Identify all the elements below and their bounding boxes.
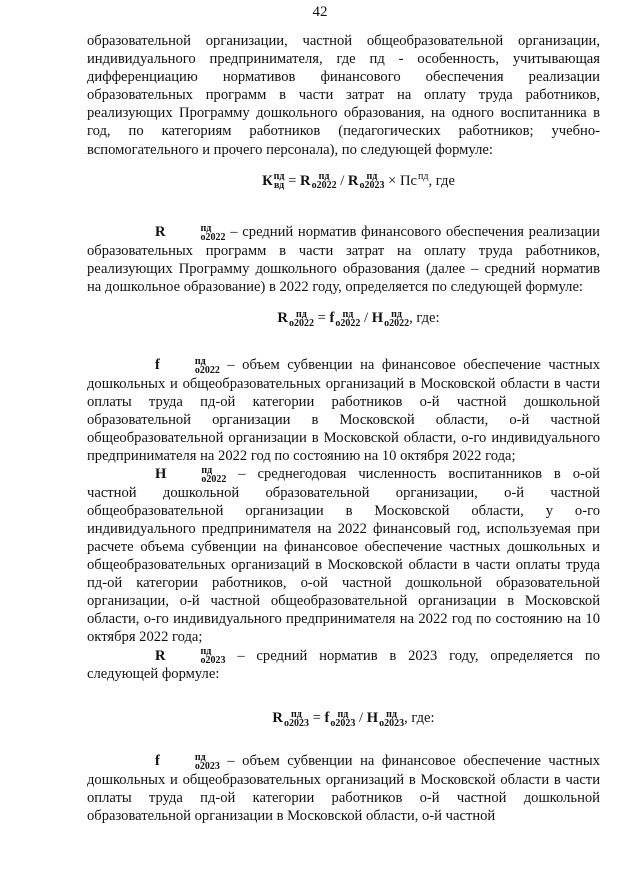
formula-r-2023: R пд о2023 = f пд о2023 / Н пд о2023 , где: <box>272 708 435 729</box>
def4-symbol: R пд о2023 <box>155 646 226 667</box>
formula1-ps-sup: пд <box>418 170 429 182</box>
formula-kvd: К пд вд = R пд о2022 / R пд о2023 × Пс пд , где <box>262 170 455 192</box>
definition-r-2023: R пд о2023 – средний норматив в 2023 году, определяется по следующей формуле: <box>87 646 600 683</box>
formula3-term-b: f пд о2023 <box>324 708 356 729</box>
definition-r-2022: R пд о2022 – средний норматив финансового обеспечения реализации образовательных программ в части затрат на оплату труда работников, реализующих Программу дошкольного образования (далее – средний норматив на дошкольное образование) в 2022 году, определяется по следующей формуле: <box>87 222 600 296</box>
def2-symbol: f пд о2022 <box>155 355 220 376</box>
formula2-term-b: f пд о2022 <box>329 308 361 329</box>
formula-r-2022: R пд о2022 = f пд о2022 / Н пд о2022 , где: <box>277 308 440 329</box>
formula1-term-a: R пд о2022 <box>300 171 337 192</box>
formula2-term-a: R пд о2022 <box>277 308 314 329</box>
definition-f-2023: f пд о2023 – объем субвенции на финансовое обеспечение частных дошкольных и общеобразовательных организаций в Московской области в части оплаты труда пд-ой категории работников о-й частной дошкольной образовательной организации в Московской области, о-й частной <box>87 751 600 824</box>
def1-symbol: R пд о2022 <box>155 222 226 243</box>
formula3-term-a: R пд о2023 <box>272 708 309 729</box>
definition-f-2022: f пд о2022 – объем субвенции на финансовое обеспечение частных дошкольных и общеобразовательных организаций в Московской области в части оплаты труда пд-ой категории работников о-й частной дошкольной образовательной организации в Московской области, о-й частной общеобразовательной организации в Московской области, о-го индивидуального предпринимателя на 2022 год по состоянию на 10 октября 2022 года; <box>87 355 600 464</box>
page-number: 42 <box>312 4 328 20</box>
formula1-lhs: К пд вд <box>262 171 285 192</box>
def3-symbol: Н пд о2022 <box>155 464 227 485</box>
intro-paragraph: образовательной организации, частной общеобразовательной организации, индивидуального предпринимателя, где пд - особенность, учитывающая дифференциацию нормативов финансового обеспечения реализации образовательных программ в части затрат на оплату труда работников, реализующих Программу дошкольного образования, на одного воспитанника в год, по категориям работников (педагогических работников; учебно-вспомогательного и прочего персонала), по следующей формуле: <box>87 33 600 158</box>
formula1-term-b: R пд о2023 <box>347 171 385 192</box>
formula2-term-c: Н пд о2022 <box>371 308 410 329</box>
def5-symbol: f пд о2023 <box>155 751 220 772</box>
body-text <box>87 32 600 825</box>
formula3-term-c: Н пд о2023 <box>366 708 405 729</box>
definition-n-2022: Н пд о2022 – среднегодовая численность воспитанников в о-ой частной дошкольной образовательной организации, о-й частной общеобразовательной организации в Московской области, у о-го индивидуального предпринимателя на 2022 финансовый год, используемая при расчете объема субвенции на финансовое обеспечение частных дошкольных и общеобразовательных организаций в Московской области в части оплаты труда пд-ой категории работников, о-ой частной дошкольной образовательной организации, о-й частной общеобразовательной организации в Московской области, о-го индивидуального предпринимателя на 2022 год по состоянию на 10 октября 2022 года; <box>87 464 600 646</box>
